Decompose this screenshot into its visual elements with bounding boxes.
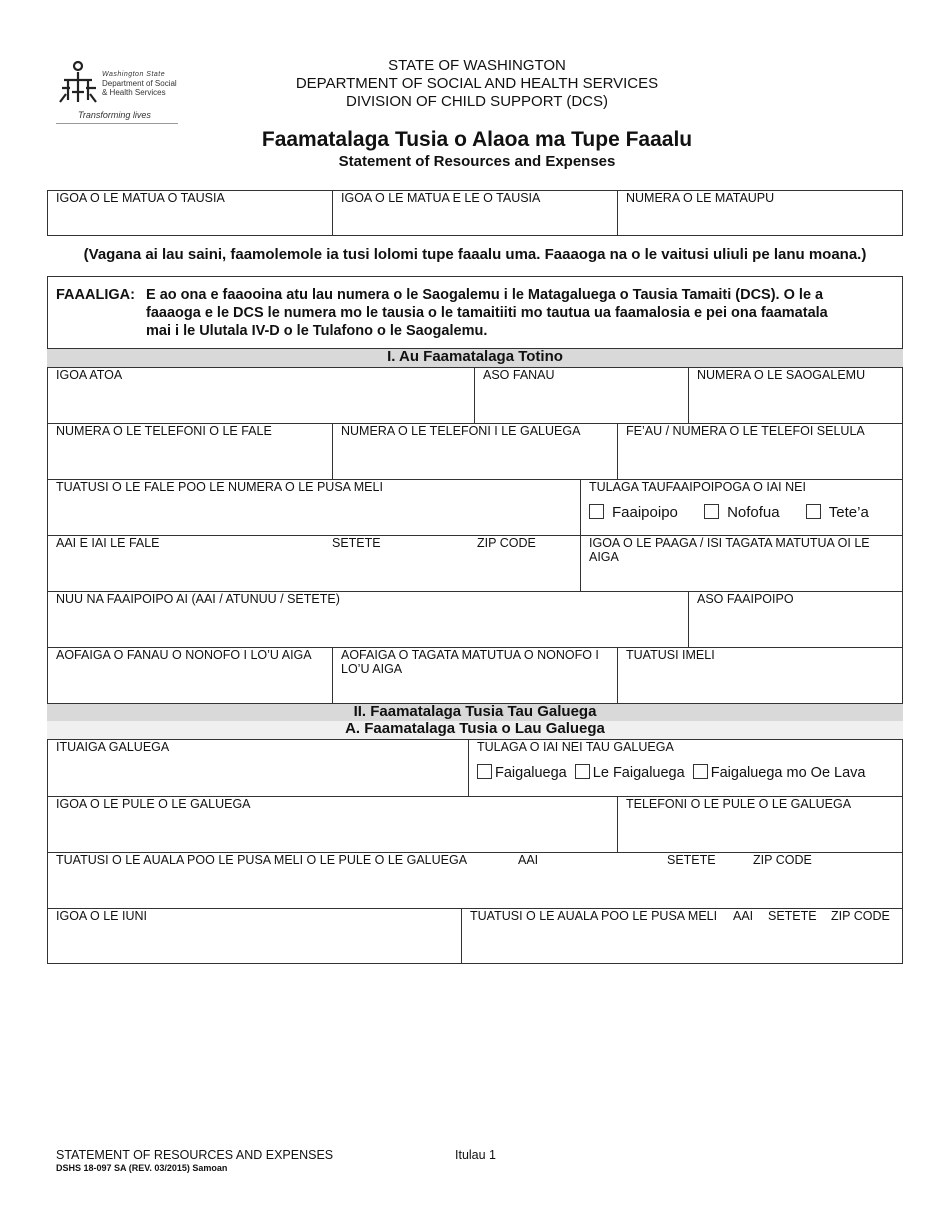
field-label: TUATUSI O LE AUALA POO LE PUSA MELI O LE PULE O LE GALUEGA <box>56 853 468 867</box>
field-label: TUATUSI IMELI <box>626 648 715 662</box>
field-label: ASO FAAIPOIPO <box>697 592 794 606</box>
logo-tagline: Transforming lives <box>78 110 151 120</box>
employer-zip-field[interactable] <box>745 853 855 907</box>
field-label: NUU NA FAAIPOIPO AI (AAI / ATUNUU / SETETE) <box>56 592 340 606</box>
state-field[interactable] <box>324 536 464 590</box>
union-name-field[interactable] <box>48 909 461 963</box>
employer-state-field[interactable] <box>659 853 749 907</box>
single-checkbox[interactable] <box>704 504 719 519</box>
unemployed-checkbox[interactable] <box>575 764 590 779</box>
field-label: SETETE <box>332 536 381 550</box>
custodial-parent-field[interactable] <box>48 191 332 235</box>
section-2-header: II. Faamatalaga Tusia Tau Galuega <box>47 703 903 722</box>
field-label: TUATUSI O LE FALE POO LE NUMERA O LE PUSA MELI <box>56 480 383 494</box>
section-2a-header: A. Faamatalaga Tusia o Lau Galuega <box>47 721 903 740</box>
partner-name-field[interactable] <box>581 536 902 590</box>
employer-name-field[interactable] <box>48 797 617 851</box>
noncustodial-parent-field[interactable] <box>333 191 617 235</box>
field-label: SETETE <box>768 909 817 923</box>
notice-line-2: faaaoga e le DCS le numera mo le tausia o le tamaitiiti mo tautua ua faamalosia e pei ona faamatala <box>146 305 828 321</box>
self-employed-checkbox[interactable] <box>693 764 708 779</box>
case-number-field[interactable] <box>618 191 902 235</box>
page-number: Itulau 1 <box>455 1148 497 1162</box>
union-state-field[interactable] <box>760 909 830 963</box>
logo-text <box>102 70 177 97</box>
employed-checkbox[interactable] <box>477 764 492 779</box>
field-label: TELEFONI O LE PULE O LE GALUEGA <box>626 797 852 811</box>
union-city-field[interactable] <box>725 909 765 963</box>
field-label: AOFAIGA O TAGATA MATUTUA O NONOFO I LO’U AIGA <box>341 648 599 676</box>
field-label: IGOA O LE PULE O LE GALUEGA <box>56 797 251 811</box>
employer-phone-field[interactable] <box>618 797 902 851</box>
header-department: DEPARTMENT OF SOCIAL AND HEALTH SERVICES <box>295 75 659 92</box>
adults-count-field[interactable] <box>333 648 617 702</box>
header-division: DIVISION OF CHILD SUPPORT (DCS) <box>346 93 608 110</box>
city-field[interactable] <box>48 536 328 590</box>
footer-form-title: STATEMENT OF RESOURCES AND EXPENSES <box>56 1148 334 1162</box>
field-label: NUMERA O LE MATAUPU <box>626 191 775 205</box>
children-count-field[interactable] <box>48 648 332 702</box>
ssn-field[interactable] <box>689 368 902 422</box>
logo-line-3: & Health Services <box>102 88 166 97</box>
job-type-field[interactable] <box>48 740 468 795</box>
field-label: AOFAIGA O FANAU O NONOFO I LO’U AIGA <box>56 648 312 662</box>
employed-label: Faigaluega <box>495 765 567 781</box>
field-label: IGOA O LE MATUA O TAUSIA <box>56 191 225 205</box>
logo-line-1: Washington State <box>102 71 166 78</box>
field-label: NUMERA O LE SAOGALEMU <box>697 368 866 382</box>
self-employed-label: Faigaluega mo Oe Lava <box>710 765 866 781</box>
field-label: SETETE <box>667 853 716 867</box>
marriage-date-field[interactable] <box>689 592 902 646</box>
home-phone-field[interactable] <box>48 424 332 478</box>
instruction-note: (Vagana ai lau saini, faamolemole ia tusi lolomi tupe faaalu uma. Faaaoga na o le vaitusi uliuli pe lanu moana.) <box>83 246 867 263</box>
page-title: Faamatalaga Tusia o Alaoa ma Tupe Faaalu <box>261 128 693 151</box>
marriage-place-field[interactable] <box>48 592 688 646</box>
logo-line-2: Department of Social <box>102 79 177 88</box>
logo-divider <box>56 123 178 124</box>
field-label: ITUAIGA GALUEGA <box>56 740 170 754</box>
married-checkbox[interactable] <box>589 504 604 519</box>
union-address-field[interactable] <box>462 909 732 963</box>
divorced-checkbox[interactable] <box>806 504 821 519</box>
union-zip-field[interactable] <box>823 909 903 963</box>
notice-line-1: E ao ona e faaooina atu lau numera o le Saogalemu i le Matagaluega o Tausia Tamaiti (DCS). O le a <box>146 287 824 303</box>
field-label: AAI <box>733 909 754 923</box>
email-field[interactable] <box>618 648 902 702</box>
field-label: FE’AU / NUMERA O LE TELEFOI SELULA <box>626 424 865 438</box>
section-1-header: I. Au Faamatalaga Totino <box>47 348 903 368</box>
field-label: NUMERA O LE TELEFONI O LE FALE <box>56 424 272 438</box>
field-label: ZIP CODE <box>753 853 812 867</box>
field-label: NUMERA O LE TELEFONI I LE GALUEGA <box>341 424 581 438</box>
employer-address-field[interactable] <box>48 853 518 907</box>
full-name-field[interactable] <box>48 368 474 422</box>
field-label: IGOA O LE PAAGA / ISI TAGATA MATUTUA OI LE AIGA <box>589 536 870 564</box>
header-state: STATE OF WASHINGTON <box>388 57 566 74</box>
field-label: AAI E IAI LE FALE <box>56 536 160 550</box>
field-label: TULAGA O IAI NEI TAU GALUEGA <box>477 740 674 754</box>
unemployed-label: Le Faigaluega <box>592 765 685 781</box>
zip-field[interactable] <box>469 536 579 590</box>
notice-label: FAAALIGA: <box>56 287 135 303</box>
employment-status-group <box>469 740 902 795</box>
field-label: IGOA ATOA <box>56 368 123 382</box>
marital-status-group <box>581 480 902 534</box>
work-phone-field[interactable] <box>333 424 617 478</box>
footer-form-id: DSHS 18-097 SA (REV. 03/2015) Samoan <box>56 1163 228 1173</box>
home-address-field[interactable] <box>48 480 580 534</box>
date-of-birth-field[interactable] <box>475 368 688 422</box>
field-label: IGOA O LE IUNI <box>56 909 147 923</box>
single-label: Nofofua <box>727 504 780 521</box>
page-subtitle: Statement of Resources and Expenses <box>338 153 616 170</box>
employer-city-field[interactable] <box>510 853 590 907</box>
field-label: TULAGA TAUFAAIPOIPOGA O IAI NEI <box>589 480 806 494</box>
field-label: ZIP CODE <box>831 909 890 923</box>
notice-line-3: mai i le Ulutala IV-D o le Tulafono o le Saogalemu. <box>146 323 488 339</box>
field-label: ASO FANAU <box>483 368 555 382</box>
field-label: ZIP CODE <box>477 536 536 550</box>
cell-phone-field[interactable] <box>618 424 902 478</box>
field-label: IGOA O LE MATUA E LE O TAUSIA <box>341 191 541 205</box>
field-label: AAI <box>518 853 539 867</box>
field-label: TUATUSI O LE AUALA POO LE PUSA MELI <box>470 909 718 923</box>
divorced-label: Tete’a <box>828 504 869 521</box>
married-label: Faaipoipo <box>612 504 678 521</box>
